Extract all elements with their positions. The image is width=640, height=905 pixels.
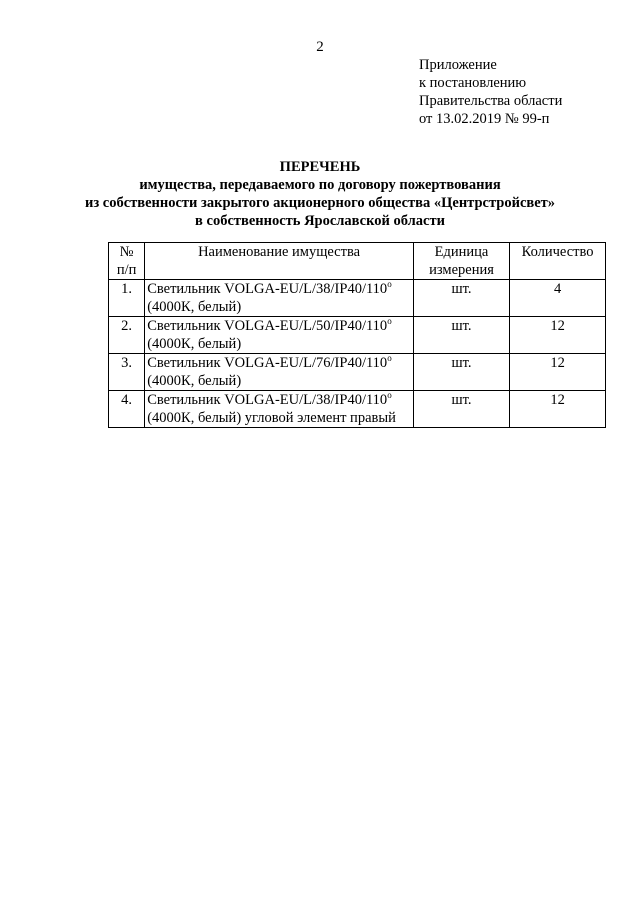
row-name: Светильник VOLGA-$EU/L/38/IP40/110^о$ (4000К, белый) bbox=[145, 280, 414, 317]
header-name: Наименование имущества bbox=[145, 243, 414, 280]
title-line: в собственность Ярославской области bbox=[195, 213, 445, 229]
row-num: 1. bbox=[109, 280, 145, 317]
appendix-block bbox=[419, 56, 562, 128]
row-name: Светильник VOLGA-$EU/L/38/IP40/110^о$ (4000К, белый) угловой элемент правый bbox=[145, 391, 414, 428]
appendix-line: Приложение bbox=[419, 57, 497, 73]
appendix-line: от 13.02.2019 № 99-п bbox=[419, 111, 550, 127]
page-number: 2 bbox=[316, 39, 324, 55]
row-qty: 12 bbox=[510, 354, 606, 391]
document-title bbox=[0, 158, 640, 230]
title-heading: ПЕРЕЧЕНЬ bbox=[279, 159, 361, 175]
appendix-line: Правительства области bbox=[419, 93, 563, 109]
title-line: имущества, передаваемого по договору пожертвования bbox=[139, 177, 501, 193]
row-num: 4. bbox=[109, 391, 145, 428]
table-header-row bbox=[109, 243, 606, 280]
row-name: Светильник VOLGA-$EU/L/76/IP40/110^о$ (4000К, белый) bbox=[145, 354, 414, 391]
row-name: Светильник VOLGA-$EU/L/50/IP40/110^о$ (4000К, белый) bbox=[145, 317, 414, 354]
header-unit: Единица измерения bbox=[413, 243, 509, 280]
row-unit: шт. bbox=[413, 317, 509, 354]
table-row bbox=[109, 354, 606, 391]
property-table bbox=[108, 242, 606, 428]
header-qty: Количество bbox=[510, 243, 606, 280]
title-line: из собственности закрытого акционерного общества «Центрстройсвет» bbox=[84, 195, 556, 211]
row-qty: 12 bbox=[510, 391, 606, 428]
row-qty: 12 bbox=[510, 317, 606, 354]
row-unit: шт. bbox=[413, 280, 509, 317]
row-num: 2. bbox=[109, 317, 145, 354]
header-num: № п/п bbox=[109, 243, 145, 280]
table-row bbox=[109, 317, 606, 354]
row-num: 3. bbox=[109, 354, 145, 391]
row-unit: шт. bbox=[413, 391, 509, 428]
table-row bbox=[109, 280, 606, 317]
row-unit: шт. bbox=[413, 354, 509, 391]
row-qty: 4 bbox=[510, 280, 606, 317]
appendix-line: к постановлению bbox=[419, 75, 527, 91]
table-row bbox=[109, 391, 606, 428]
